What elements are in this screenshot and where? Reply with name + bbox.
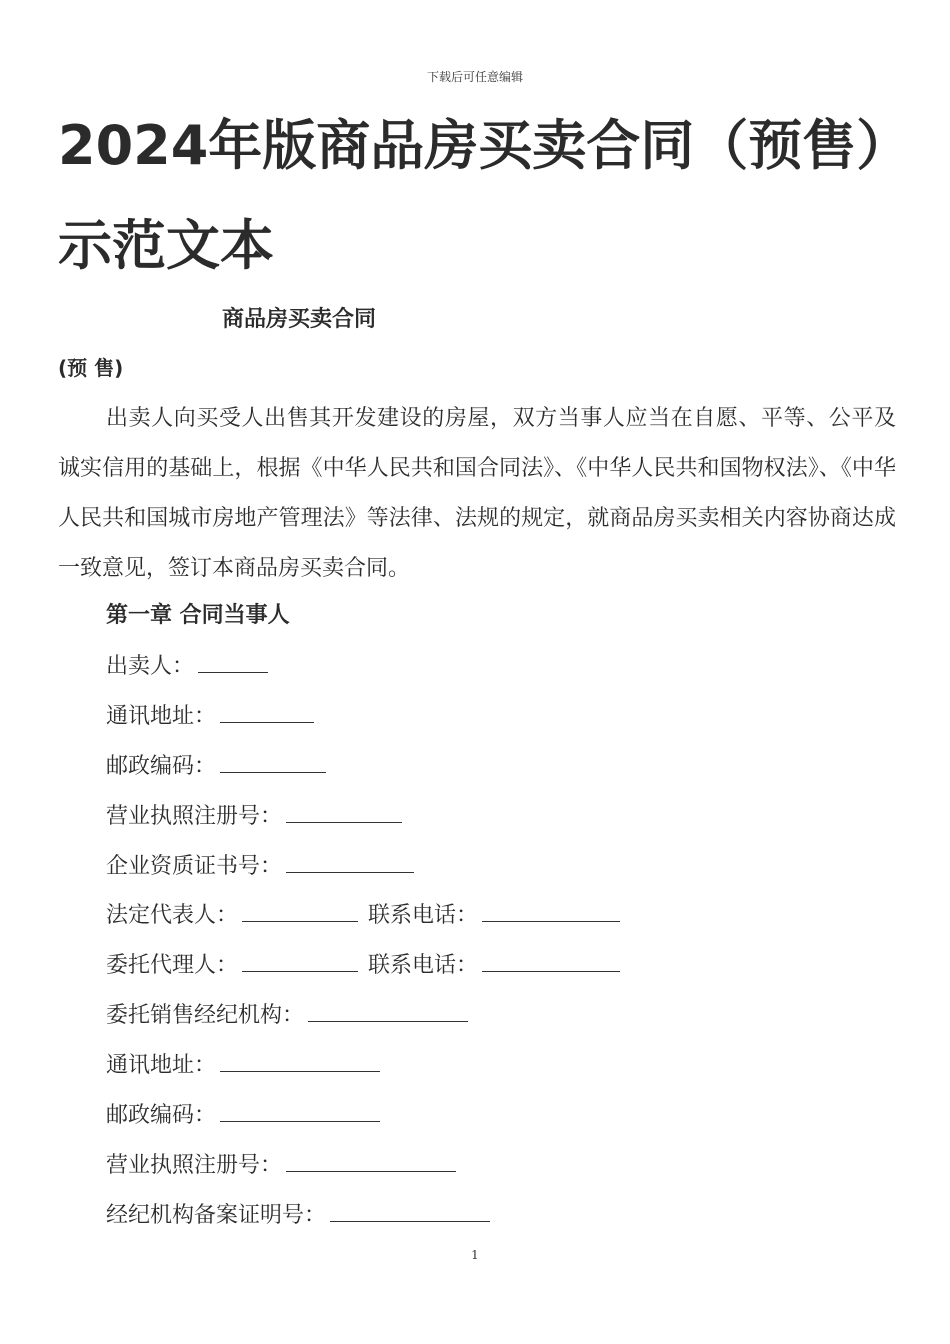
field-label: 联系电话： <box>368 903 479 929</box>
chapter-heading: 第一章 合同当事人 <box>106 603 290 628</box>
blank-line[interactable] <box>482 920 620 922</box>
blank-line[interactable] <box>198 671 268 673</box>
header-note: 下载后可任意编辑 <box>426 70 523 84</box>
field-label: 邮政编码： <box>106 1103 217 1129</box>
contact-phone-group <box>368 941 624 991</box>
field-agency-postcode <box>106 1091 624 1141</box>
contract-subtitle: 商品房买卖合同 <box>222 307 377 332</box>
field-label: 营业执照注册号： <box>106 1152 283 1178</box>
presale-label: (预 售) <box>58 356 124 380</box>
blank-line[interactable] <box>286 1170 456 1172</box>
field-agency-license <box>106 1141 624 1191</box>
field-business-license <box>106 792 624 842</box>
field-seller <box>106 642 624 692</box>
field-label: 邮政编码： <box>106 753 217 779</box>
field-postcode <box>106 742 624 792</box>
blank-line[interactable] <box>242 920 358 922</box>
intro-paragraph: 出卖人向买受人出售其开发建设的房屋，双方当事人应当在自愿、平等、公平及诚实信用的基础上，根据《中华人民共和国合同法》、《中华人民共和国物权法》、《中华人民共和国城市房地产管理法》等法律、法规的规定，就商品房买卖相关内容协商达成一致意见，签订本商品房买卖合同。 <box>58 406 896 581</box>
document-title: 2024年版商品房买卖合同（预售）示范文本 <box>58 114 884 277</box>
field-label: 联系电话： <box>368 953 479 979</box>
field-qualification-cert <box>106 842 624 892</box>
field-legal-representative <box>106 891 624 941</box>
field-label: 委托销售经纪机构： <box>106 1003 305 1029</box>
field-label: 委托代理人： <box>106 953 239 979</box>
field-agency-address <box>106 1041 624 1091</box>
blank-line[interactable] <box>220 1120 380 1122</box>
contact-phone-group <box>368 891 624 941</box>
page-number: 1 <box>471 1248 479 1262</box>
field-label: 营业执照注册号： <box>106 803 283 829</box>
blank-line[interactable] <box>220 1070 380 1072</box>
field-address <box>106 692 624 742</box>
field-sales-agency <box>106 991 624 1041</box>
field-label: 通讯地址： <box>106 703 217 729</box>
field-label: 法定代表人： <box>106 903 239 929</box>
field-label: 出卖人： <box>106 654 195 679</box>
blank-line[interactable] <box>220 771 326 773</box>
field-label: 经纪机构备案证明号： <box>106 1202 327 1228</box>
blank-line[interactable] <box>220 721 314 723</box>
blank-line[interactable] <box>286 821 402 823</box>
blank-line[interactable] <box>242 970 358 972</box>
field-label: 通讯地址： <box>106 1053 217 1079</box>
field-label: 企业资质证书号： <box>106 853 283 879</box>
blank-line[interactable] <box>482 970 620 972</box>
field-authorized-agent <box>106 941 624 991</box>
party-fields-list <box>106 642 624 1241</box>
field-agency-filing-cert <box>106 1191 624 1241</box>
blank-line[interactable] <box>286 871 414 873</box>
blank-line[interactable] <box>308 1020 468 1022</box>
blank-line[interactable] <box>330 1220 490 1222</box>
